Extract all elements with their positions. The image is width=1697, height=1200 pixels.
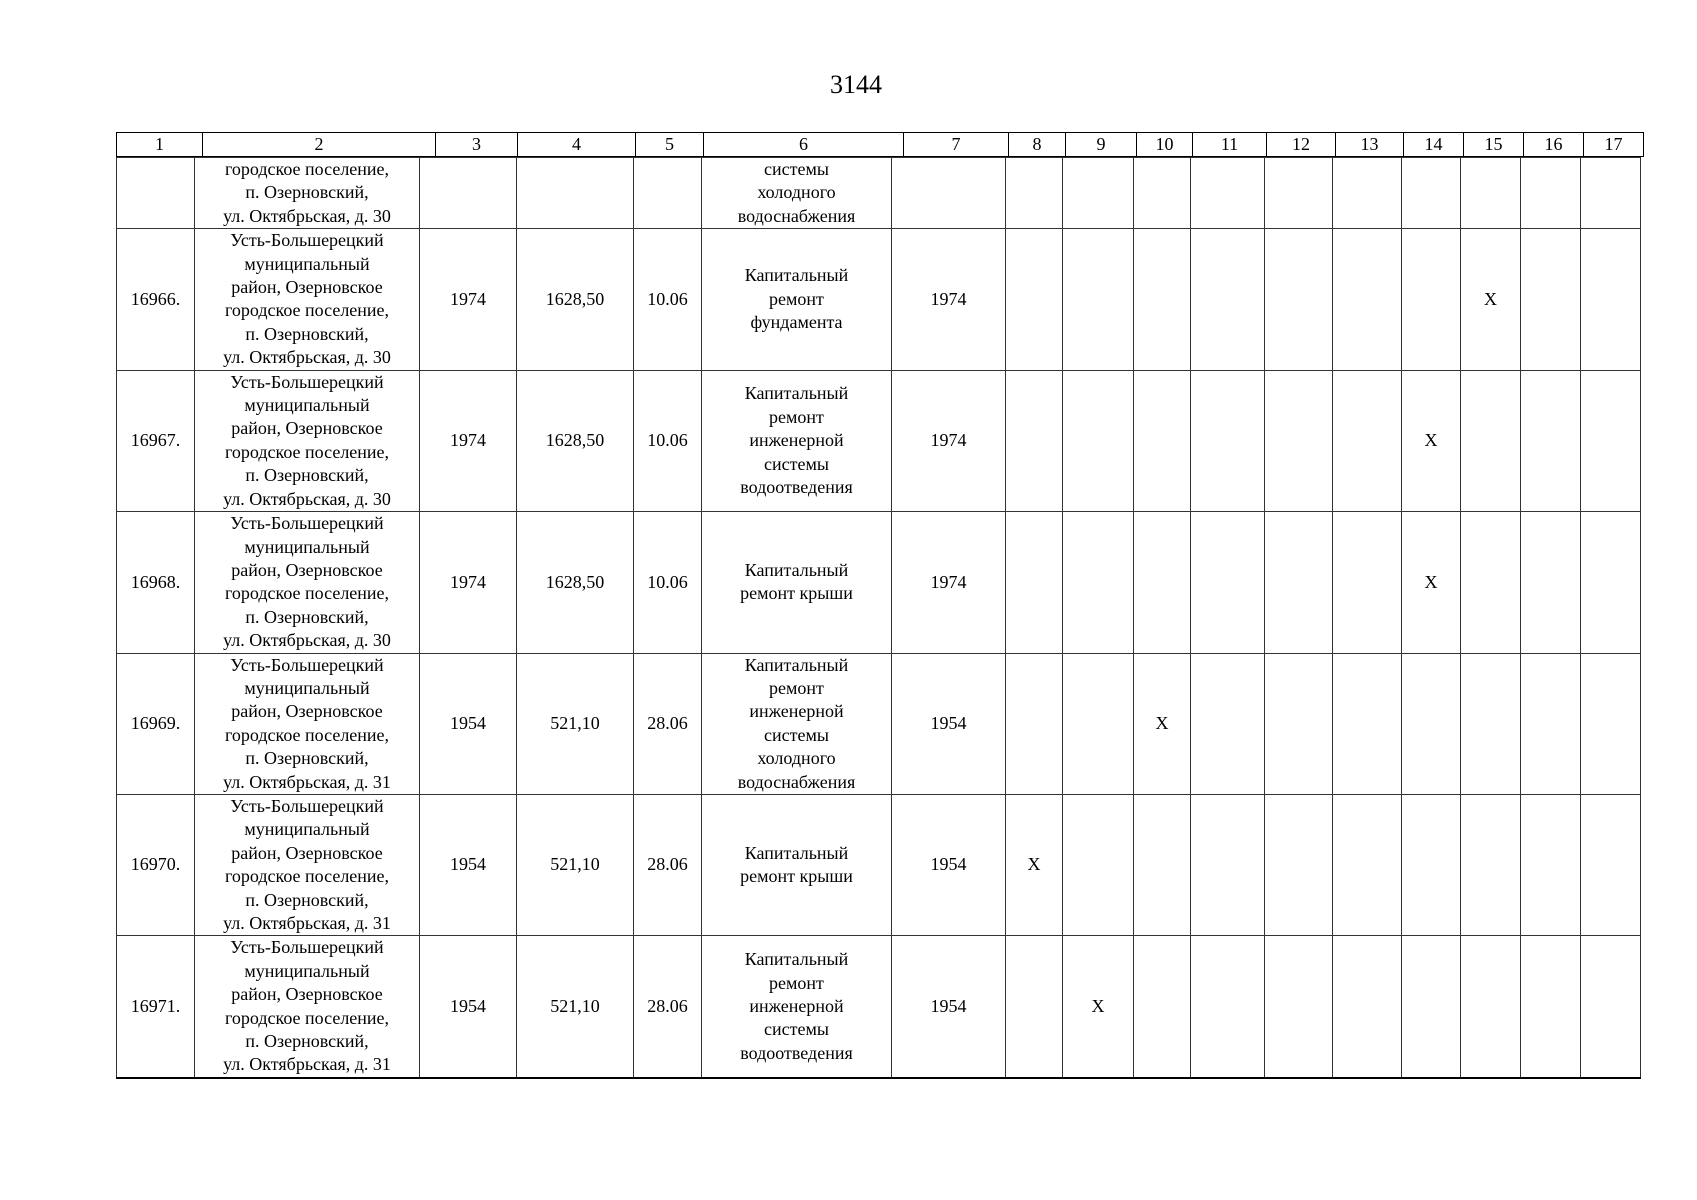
address-cell-line: ул. Октябрьская, д. 30 <box>223 205 391 226</box>
table-row <box>117 370 1641 511</box>
plan-year-cell: 1974 <box>892 229 1006 370</box>
period-cell-11 <box>1191 229 1265 370</box>
row-number-cell: 16969. <box>117 653 195 794</box>
work-type-cell <box>702 370 892 511</box>
period-cell-8 <box>1006 653 1063 794</box>
header-cell-9: 9 <box>1066 133 1137 157</box>
work-type-cell <box>702 512 892 653</box>
period-cell-11 <box>1191 794 1265 935</box>
period-cell-9 <box>1063 158 1134 229</box>
year-cell <box>420 158 517 229</box>
address-cell-line: п. Озерновский, <box>245 182 369 203</box>
work-type-cell-line: водоотведения <box>740 476 853 497</box>
row-number-cell: 16970. <box>117 794 195 935</box>
table-row <box>117 794 1641 935</box>
address-cell-line: п. Озерновский, <box>245 889 369 910</box>
period-cell-16 <box>1521 229 1581 370</box>
code-cell: 28.06 <box>634 936 702 1078</box>
period-cell-17 <box>1581 936 1641 1078</box>
period-mark-9: X <box>1063 936 1134 1078</box>
address-cell-line: п. Озерновский, <box>245 606 369 627</box>
table-row <box>117 653 1641 794</box>
period-cell-10 <box>1134 936 1191 1078</box>
address-cell-line: п. Озерновский, <box>245 748 369 769</box>
period-cell-11 <box>1191 653 1265 794</box>
work-type-cell-line: холодного <box>757 182 836 203</box>
work-type-cell-line: водоснабжения <box>737 771 856 792</box>
address-cell-line: городское поселение, <box>224 300 390 321</box>
period-cell-12 <box>1265 370 1333 511</box>
work-type-cell-line: ремонт <box>769 677 824 698</box>
period-cell-12 <box>1265 794 1333 935</box>
period-cell-17 <box>1581 229 1641 370</box>
address-cell <box>195 158 420 229</box>
table-row <box>117 229 1641 370</box>
period-cell-10 <box>1134 229 1191 370</box>
period-cell-14 <box>1402 653 1461 794</box>
work-type-cell-line: ремонт крыши <box>740 583 853 604</box>
work-type-cell-line: инженерной <box>749 430 844 451</box>
period-cell-14 <box>1402 794 1461 935</box>
area-cell: 1628,50 <box>517 229 634 370</box>
address-cell <box>195 370 420 511</box>
period-cell-17 <box>1581 653 1641 794</box>
header-cell-8: 8 <box>1009 133 1066 157</box>
work-type-cell-line: Капитальный <box>744 265 849 286</box>
period-cell-16 <box>1521 794 1581 935</box>
period-cell-13 <box>1333 229 1402 370</box>
row-number-cell: 16966. <box>117 229 195 370</box>
area-cell: 1628,50 <box>517 370 634 511</box>
year-cell: 1974 <box>420 370 517 511</box>
period-cell-8 <box>1006 370 1063 511</box>
work-type-cell-line: инженерной <box>749 995 844 1016</box>
work-type-cell-line: системы <box>764 453 829 474</box>
address-cell-line: Усть-Большерецкий <box>230 371 384 392</box>
work-type-cell-line: Капитальный <box>744 654 849 675</box>
period-cell-17 <box>1581 794 1641 935</box>
address-cell-line: Усть-Большерецкий <box>230 230 384 251</box>
area-cell: 1628,50 <box>517 512 634 653</box>
address-cell-line: городское поселение, <box>224 866 390 887</box>
address-cell-line: Усть-Большерецкий <box>230 513 384 534</box>
work-type-cell-line: системы <box>764 1019 829 1040</box>
work-type-cell-line: инженерной <box>749 701 844 722</box>
period-cell-11 <box>1191 936 1265 1078</box>
period-cell-13 <box>1333 370 1402 511</box>
address-cell-line: район, Озерновское <box>231 701 383 722</box>
period-cell-10 <box>1134 794 1191 935</box>
work-type-cell-line: системы <box>764 724 829 745</box>
address-cell-line: ул. Октябрьская, д. 31 <box>223 771 391 792</box>
address-cell <box>195 794 420 935</box>
address-cell-line: ул. Октябрьская, д. 30 <box>223 488 391 509</box>
address-cell-line: городское поселение, <box>224 583 390 604</box>
address-cell-line: п. Озерновский, <box>245 323 369 344</box>
work-type-cell-line: водоотведения <box>740 1042 853 1063</box>
period-cell-11 <box>1191 512 1265 653</box>
address-cell-line: Усть-Большерецкий <box>230 937 384 958</box>
period-cell-15 <box>1461 794 1521 935</box>
period-cell-16 <box>1521 370 1581 511</box>
plan-year-cell: 1954 <box>892 653 1006 794</box>
period-cell-9 <box>1063 512 1134 653</box>
period-cell-13 <box>1333 653 1402 794</box>
address-cell-line: городское поселение, <box>224 159 390 179</box>
period-cell-14 <box>1402 158 1461 229</box>
work-type-cell <box>702 229 892 370</box>
header-cell-14: 14 <box>1404 133 1464 157</box>
period-cell-9 <box>1063 794 1134 935</box>
period-cell-13 <box>1333 794 1402 935</box>
period-mark-14: X <box>1402 512 1461 653</box>
period-cell-14 <box>1402 229 1461 370</box>
work-type-cell <box>702 936 892 1078</box>
area-cell <box>517 158 634 229</box>
header-cell-1: 1 <box>117 133 203 157</box>
work-type-cell-line: системы <box>764 159 829 179</box>
work-type-cell-line: ремонт <box>769 972 824 993</box>
period-cell-13 <box>1333 512 1402 653</box>
period-cell-10 <box>1134 370 1191 511</box>
period-cell-17 <box>1581 512 1641 653</box>
code-cell <box>634 158 702 229</box>
period-cell-8 <box>1006 229 1063 370</box>
period-cell-10 <box>1134 512 1191 653</box>
address-cell-line: ул. Октябрьская, д. 30 <box>223 347 391 368</box>
year-cell: 1954 <box>420 653 517 794</box>
address-cell-line: ул. Октябрьская, д. 31 <box>223 1054 391 1075</box>
row-number-cell: 16968. <box>117 512 195 653</box>
period-cell-12 <box>1265 158 1333 229</box>
work-type-cell-line: ремонт <box>769 288 824 309</box>
code-cell: 28.06 <box>634 653 702 794</box>
plan-year-cell <box>892 158 1006 229</box>
work-type-cell-line: Капитальный <box>744 383 849 404</box>
plan-year-cell: 1954 <box>892 936 1006 1078</box>
work-type-cell <box>702 158 892 229</box>
address-cell <box>195 512 420 653</box>
header-cell-12: 12 <box>1267 133 1336 157</box>
header-cell-16: 16 <box>1524 133 1584 157</box>
period-cell-12 <box>1265 229 1333 370</box>
code-cell: 10.06 <box>634 229 702 370</box>
period-mark-10: X <box>1134 653 1191 794</box>
period-cell-8 <box>1006 936 1063 1078</box>
table-row <box>117 512 1641 653</box>
code-cell: 28.06 <box>634 794 702 935</box>
work-type-cell-line: ремонт крыши <box>740 866 853 887</box>
work-type-cell-line: Капитальный <box>744 842 849 863</box>
header-cell-5: 5 <box>636 133 704 157</box>
address-cell-line: муниципальный <box>244 677 370 698</box>
period-mark-8: X <box>1006 794 1063 935</box>
row-number-cell: 16971. <box>117 936 195 1078</box>
period-cell-8 <box>1006 158 1063 229</box>
period-cell-12 <box>1265 512 1333 653</box>
period-cell-10 <box>1134 158 1191 229</box>
area-cell: 521,10 <box>517 936 634 1078</box>
year-cell: 1974 <box>420 229 517 370</box>
address-cell-line: район, Озерновское <box>231 559 383 580</box>
year-cell: 1954 <box>420 936 517 1078</box>
header-table <box>116 132 1644 157</box>
period-cell-12 <box>1265 936 1333 1078</box>
address-cell-line: городское поселение, <box>224 1007 390 1028</box>
address-cell-line: муниципальный <box>244 253 370 274</box>
row-number-cell: 16967. <box>117 370 195 511</box>
code-cell: 10.06 <box>634 512 702 653</box>
header-cell-11: 11 <box>1193 133 1267 157</box>
period-cell-9 <box>1063 370 1134 511</box>
address-cell-line: район, Озерновское <box>231 842 383 863</box>
work-type-cell-line: Капитальный <box>744 559 849 580</box>
period-cell-15 <box>1461 512 1521 653</box>
header-cell-7: 7 <box>904 133 1009 157</box>
period-cell-11 <box>1191 158 1265 229</box>
year-cell: 1954 <box>420 794 517 935</box>
plan-year-cell: 1954 <box>892 794 1006 935</box>
address-cell <box>195 229 420 370</box>
header-cell-2: 2 <box>203 133 436 157</box>
work-type-cell-line: ремонт <box>769 406 824 427</box>
table-row <box>117 158 1641 229</box>
area-cell: 521,10 <box>517 794 634 935</box>
table-row <box>117 936 1641 1078</box>
period-cell-17 <box>1581 158 1641 229</box>
period-cell-8 <box>1006 512 1063 653</box>
period-cell-16 <box>1521 158 1581 229</box>
address-cell <box>195 653 420 794</box>
period-cell-15 <box>1461 936 1521 1078</box>
period-cell-15 <box>1461 158 1521 229</box>
period-cell-9 <box>1063 229 1134 370</box>
address-cell-line: п. Озерновский, <box>245 1031 369 1052</box>
header-cell-10: 10 <box>1137 133 1193 157</box>
work-type-cell <box>702 794 892 935</box>
address-cell-line: муниципальный <box>244 819 370 840</box>
work-type-cell-line: фундамента <box>750 312 843 333</box>
header-cell-15: 15 <box>1464 133 1524 157</box>
address-cell-line: городское поселение, <box>224 724 390 745</box>
period-cell-14 <box>1402 936 1461 1078</box>
address-cell-line: муниципальный <box>244 395 370 416</box>
period-cell-16 <box>1521 512 1581 653</box>
code-cell: 10.06 <box>634 370 702 511</box>
period-cell-16 <box>1521 936 1581 1078</box>
period-cell-13 <box>1333 158 1402 229</box>
period-cell-12 <box>1265 653 1333 794</box>
page-number: 3144 <box>830 70 882 99</box>
address-cell-line: ул. Октябрьская, д. 31 <box>223 913 391 933</box>
address-cell-line: район, Озерновское <box>231 418 383 439</box>
header-cell-13: 13 <box>1336 133 1404 157</box>
plan-year-cell: 1974 <box>892 370 1006 511</box>
row-number-cell <box>117 158 195 229</box>
address-cell-line: район, Озерновское <box>231 277 383 298</box>
address-cell-line: п. Озерновский, <box>245 465 369 486</box>
year-cell: 1974 <box>420 512 517 653</box>
plan-year-cell: 1974 <box>892 512 1006 653</box>
period-cell-15 <box>1461 653 1521 794</box>
address-cell-line: Усть-Большерецкий <box>230 654 384 675</box>
period-cell-9 <box>1063 653 1134 794</box>
period-cell-15 <box>1461 370 1521 511</box>
work-type-cell-line: Капитальный <box>744 949 849 970</box>
work-type-cell <box>702 653 892 794</box>
header-cell-3: 3 <box>436 133 518 157</box>
header-row <box>117 133 1644 157</box>
area-cell: 521,10 <box>517 653 634 794</box>
period-cell-13 <box>1333 936 1402 1078</box>
work-type-cell-line: водоснабжения <box>737 205 856 226</box>
address-cell-line: муниципальный <box>244 960 370 981</box>
period-cell-16 <box>1521 653 1581 794</box>
address-cell-line: Усть-Большерецкий <box>230 795 384 816</box>
address-cell-line: ул. Октябрьская, д. 30 <box>223 630 391 651</box>
address-cell <box>195 936 420 1078</box>
work-type-cell-line: холодного <box>757 748 836 769</box>
period-cell-11 <box>1191 370 1265 511</box>
period-cell-17 <box>1581 370 1641 511</box>
address-cell-line: муниципальный <box>244 536 370 557</box>
period-mark-14: X <box>1402 370 1461 511</box>
data-table <box>116 157 1641 1079</box>
address-cell-line: городское поселение, <box>224 441 390 462</box>
header-cell-6: 6 <box>704 133 904 157</box>
address-cell-line: район, Озерновское <box>231 984 383 1005</box>
header-cell-4: 4 <box>518 133 636 157</box>
period-mark-15: X <box>1461 229 1521 370</box>
header-cell-17: 17 <box>1584 133 1644 157</box>
